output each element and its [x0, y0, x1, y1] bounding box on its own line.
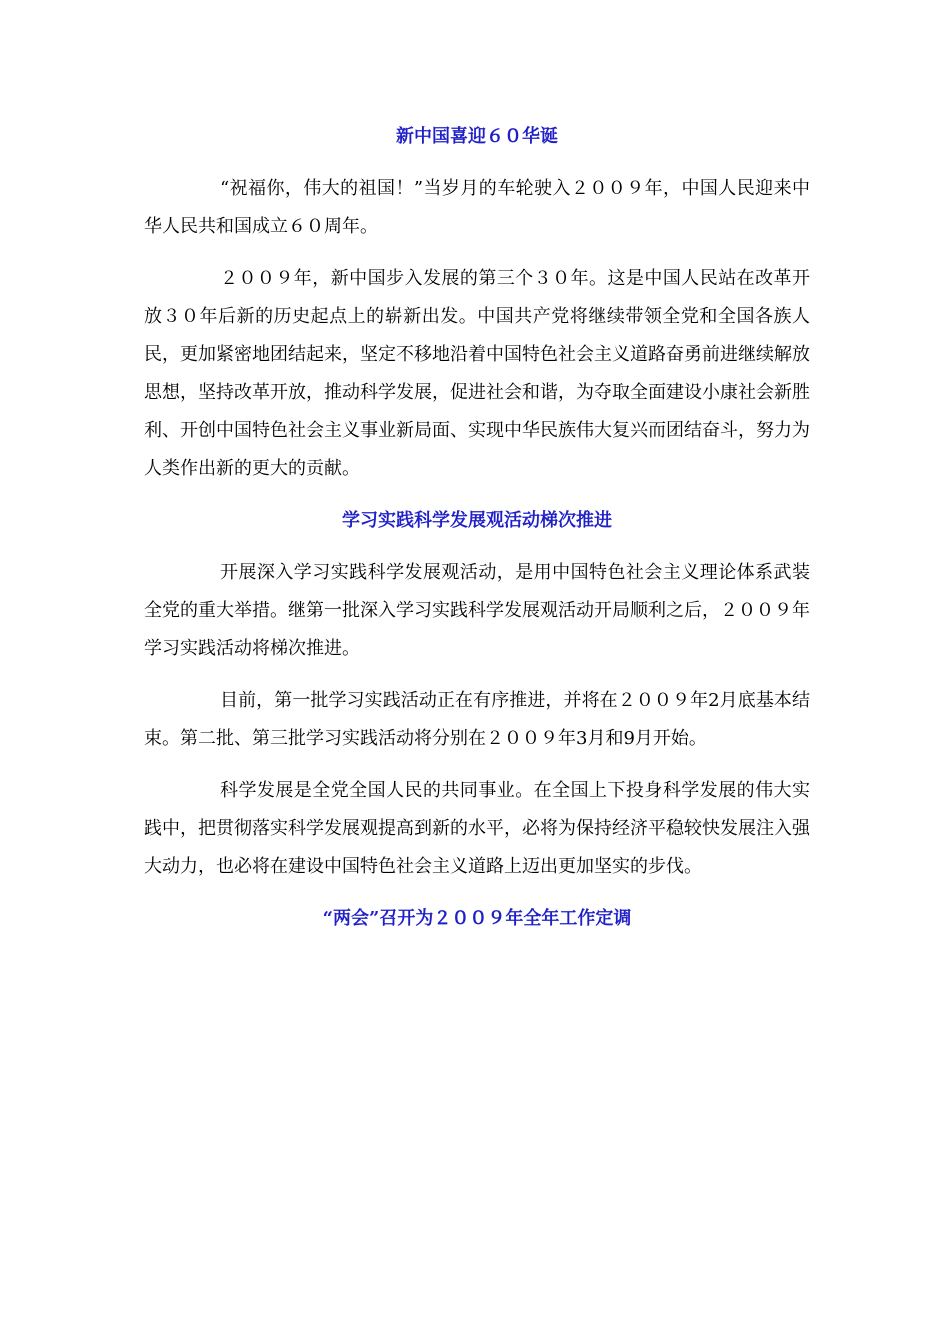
paragraph: 科学发展是全党全国人民的共同事业。在全国上下投身科学发展的伟大实践中，把贯彻落实科学发展观提高到新的水平，必将为保持经济平稳较快发展注入强大动力，也必将在建设中国特色社会主义道路上迈出更加坚实的步伐。 — [144, 780, 810, 877]
paragraph: ２００９年，新中国步入发展的第三个３０年。这是中国人民站在改革开放３０年后新的历史起点上的崭新出发。中国共产党将继续带领全党和全国各族人民，更加紧密地团结起来，坚定不移地沿着中国特色社会主义道路奋勇前进继续解放思想，坚持改革开放，推动科学发展，促进社会和谐，为夺取全面建设小康社会新胜利、开创中国特色社会主义事业新局面、实现中华民族伟大复兴而团结奋斗，努力为人类作出新的更大的贡献。 — [144, 268, 810, 479]
spacer — [144, 488, 810, 502]
section-heading-2: 学习实践科学发展观活动梯次推进 — [342, 510, 612, 531]
section-heading-3: “两会”召开为２００９年全年工作定调 — [322, 908, 632, 929]
paragraph: 开展深入学习实践科学发展观活动，是用中国特色社会主义理论体系武装全党的重大举措。继第一批深入学习实践科学发展观活动开局顺利之后，２００９年学习实践活动将梯次推进。 — [144, 562, 810, 659]
document-content — [144, 118, 810, 938]
paragraph: 目前，第一批学习实践活动正在有序推进，并将在２００９年2月底基本结束。第二批、第三批学习实践活动将分别在２００９年3月和9月开始。 — [144, 690, 810, 749]
spacer — [144, 540, 810, 554]
section-heading-1: 新中国喜迎６０华诞 — [396, 126, 558, 147]
spacer — [144, 758, 810, 772]
spacer — [144, 886, 810, 900]
spacer — [144, 156, 810, 170]
spacer — [144, 668, 810, 682]
spacer — [144, 246, 810, 260]
paragraph: “祝福你，伟大的祖国！”当岁月的车轮驶入２００９年，中国人民迎来中华人民共和国成立６０周年。 — [144, 178, 810, 237]
